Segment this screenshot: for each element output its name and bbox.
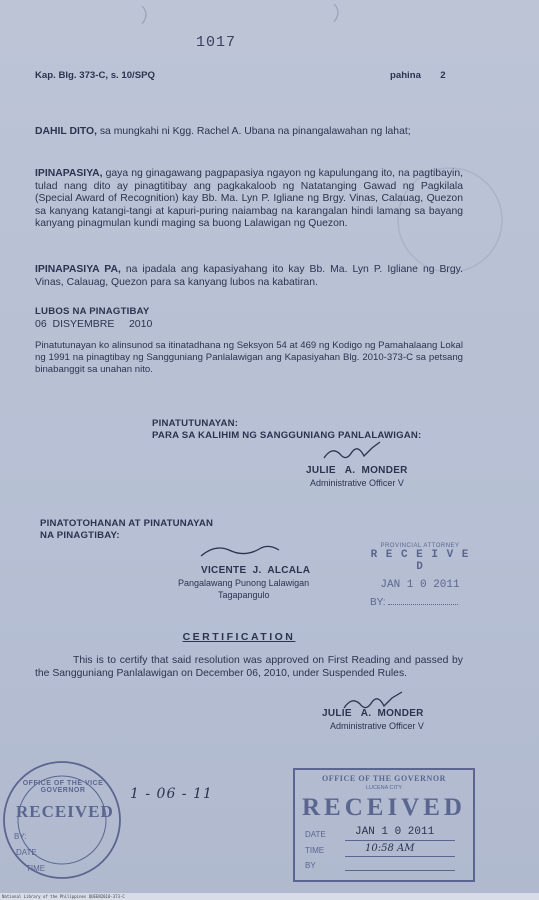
stamp-date-label: DATE <box>16 848 37 857</box>
stamp-title: R E C E I V E D <box>370 549 470 573</box>
page-number: 2 <box>440 70 446 81</box>
certification-title-wrap <box>0 627 478 645</box>
approval-heading: PINATOTOHANAN AT PINATUNAYAN <box>40 518 214 529</box>
paragraph-lead: DAHIL DITO, <box>35 126 97 137</box>
signature-alcala <box>195 540 285 564</box>
stamp-center-text: RECEIVED <box>16 802 114 821</box>
page-indicator <box>390 70 446 83</box>
stamp-line <box>345 840 455 841</box>
paragraph-ipinapasiya-pa <box>35 264 463 289</box>
stamp-line <box>345 856 455 857</box>
stamp-governor-by-label: BY <box>305 861 316 870</box>
footer-caption: National Library of the Philippines QUEEN2010-373-C <box>0 893 539 900</box>
stamp-governor-title: RECEIVED <box>302 794 466 821</box>
stamp-governor-time-label: TIME <box>305 846 325 855</box>
attest-signer-name: JULIE A. MONDER <box>306 465 408 476</box>
certification-signer-name: JULIE A. MONDER <box>322 708 424 719</box>
stamp-date: JAN 1 0 2011 <box>380 579 460 591</box>
attest-heading: PINATUTUNAYAN: <box>152 418 239 429</box>
paragraph-lead: IPINAPASIYA, <box>35 168 103 179</box>
received-stamp-attorney <box>370 543 470 608</box>
paragraph-text: na ipadala ang kapasiyahang ito kay Bb. Ma. Lyn P. Igliane ng Brgy. Vinas, Calauag, Quezon para sa kanyang lubos na kabatiran. <box>35 264 463 288</box>
paragraph-text: gaya ng ginagawang pagpapasiya ngayon ng kapulungang ito, na pagtibayin, tulad nang dito ay pinagtitibay ang pagkakaloob ng Natatanging Gawad ng Pagkilala (Special Award of Recognition) kay Bb. Ma. Lyn P. Igliane ng Brgy. Vinas, Calauag, Quezon sa kanyang katangi-tangi at kapuri-puring naiambag na karangalan hindi lamang sa bayang kanyang pinagmulan kundi maging sa buong Lalawigan ng Quezon. <box>35 168 463 230</box>
handwritten-date: 1 - 06 - 11 <box>130 786 213 802</box>
paragraph-text: sa mungkahi ni Kgg. Rachel A. Ubana na pinangalawahan ng lahat; <box>96 126 411 137</box>
attest-subheading: PARA SA KALIHIM NG SANGGUNIANG PANLALAWIGAN: <box>152 430 422 441</box>
paragraph-ipinapasiya <box>35 168 463 231</box>
binder-marks <box>120 0 380 30</box>
stamp-governor-sub: LUCENA CITY <box>365 785 403 791</box>
stamp-by-label: BY: <box>14 832 27 841</box>
attestation-paragraph: Pinatutunayan ko alinsunod sa itinatadhana ng Seksyon 54 at 469 ng Kodigo ng Pamahalaang Lokal ng 1991 na pinagtibay ng Sangguniang Panlalawigan ang Kapasiyahan Blg. 2010-373-C sa petsang binabanggit sa unahan nito. <box>35 340 463 375</box>
certification-text: This is to certify that said resolution was approved on First Reading and passed by the Sangguniang Panlalawigan on December 06, 2010, under Suspended Rules. <box>35 655 463 680</box>
stamp-governor-header: OFFICE OF THE GOVERNOR <box>321 774 447 783</box>
stamp-time-label: TIME <box>26 864 46 873</box>
stamp-line <box>345 870 455 871</box>
stamp-office: PROVINCIAL ATTORNEY <box>380 543 460 549</box>
signature-monder-1 <box>320 440 390 468</box>
approved-date: 06 DISYEMBRE 2010 <box>35 318 153 330</box>
approval-subheading: NA PINAGTIBAY: <box>40 530 120 541</box>
stamp-governor <box>293 768 475 882</box>
stamp-governor-date: JAN 1 0 2011 <box>355 826 435 838</box>
attest-signer-title: Administrative Officer V <box>310 478 404 488</box>
document-number: 1017 <box>196 34 237 51</box>
certification-signer-title: Administrative Officer V <box>330 721 424 731</box>
paragraph-lead: IPINAPASIYA PA, <box>35 264 121 275</box>
certification-title: CERTIFICATION <box>182 631 296 643</box>
stamp-governor-date-label: DATE <box>305 830 326 839</box>
stamp-by: BY: <box>370 597 470 608</box>
approval-signer-name: VICENTE J. ALCALA <box>201 565 311 576</box>
paragraph-dahil-dito <box>35 126 463 139</box>
approved-heading: LUBOS NA PINAGTIBAY <box>35 306 150 317</box>
approval-signer-title-2: Tagapangulo <box>218 590 270 600</box>
stamp-arc-text: OFFICE OF THE VICE GOVERNOR <box>22 780 104 794</box>
approval-signer-title-1: Pangalawang Punong Lalawigan <box>178 578 310 588</box>
stamp-governor-time: 10:58 AM <box>365 843 415 854</box>
page-label: pahina <box>390 70 421 81</box>
reference-number: Kap. Blg. 373-C, s. 10/SPQ <box>35 70 155 81</box>
stamp-vice-governor <box>0 758 125 883</box>
